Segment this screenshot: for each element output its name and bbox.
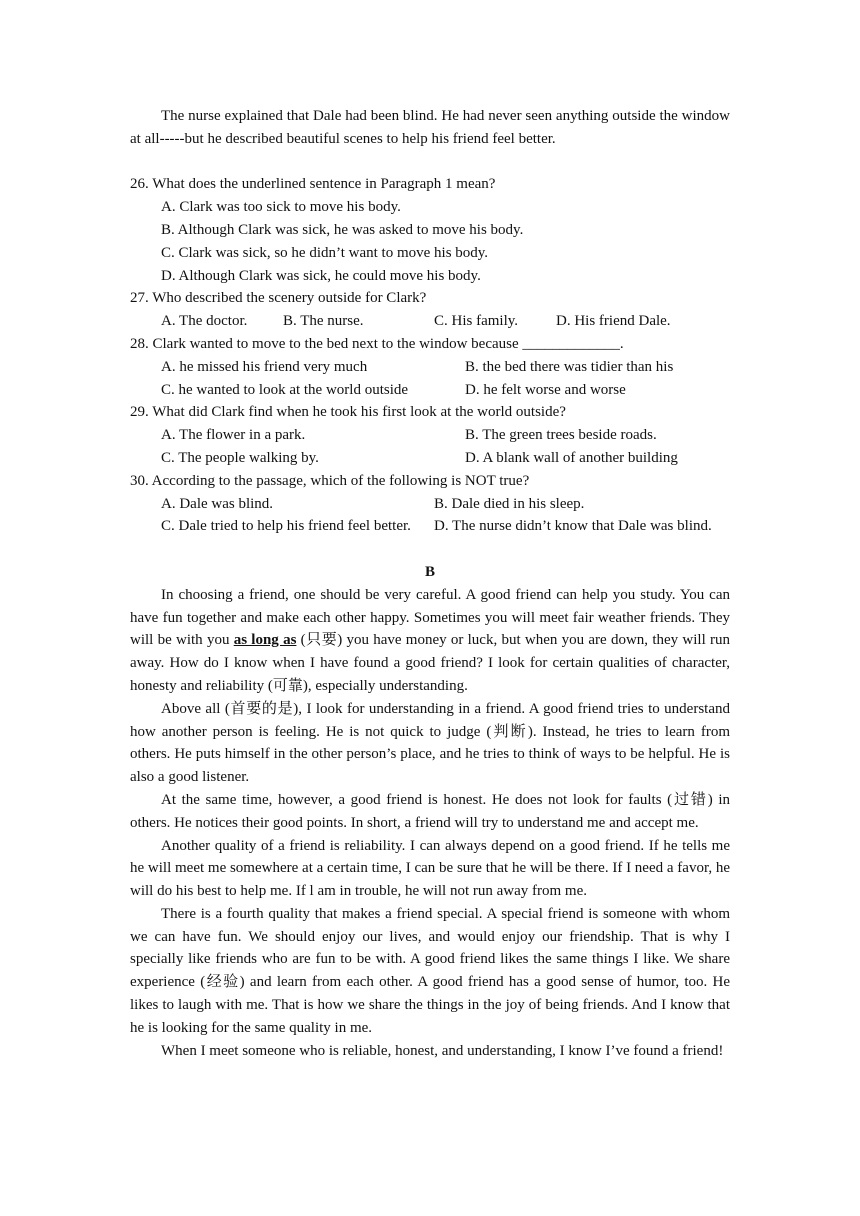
option: C. His family. — [434, 313, 519, 330]
intro-paragraph: The nurse explained that Dale had been blind. He had never seen anything outside the window at all-----but he described beautiful scenes to help his friend feel better. — [130, 108, 730, 147]
passage-paragraph: There is a fourth quality that makes a friend special. A special friend is someone with whom we can have fun. We should enjoy our lives, and would enjoy our friendship. That is why I specially like friends who are fun to be with. A good friend likes the same things I like. We share experience (经验) and learn from each other. A good friend has a good sense of humor, too. He likes to laugh with me. That is how we share the things in the joy of being friends. And I know that he is looking for the same quality in me. — [130, 905, 730, 1036]
option: B. The nurse. — [283, 313, 364, 330]
option: C. Clark was sick, so he didn’t want to move his body. — [161, 244, 489, 261]
option: D. A blank wall of another building — [465, 449, 678, 466]
question-26 — [130, 173, 730, 287]
option: A. Dale was blind. — [161, 495, 274, 512]
option: A. he missed his friend very much — [161, 358, 368, 375]
question-29 — [130, 401, 730, 469]
option: D. he felt worse and worse — [465, 381, 626, 398]
passage-paragraph: When I meet someone who is reliable, honest, and understanding, I know I’ve found a friend! — [161, 1042, 724, 1059]
passage-paragraph: Above all (首要的是), I look for understanding in a friend. A good friend tries to understand how another person is feeling. He is not quick to judge (判断). Instead, he tries to learn from others. He puts himself in the other person’s place, and he tries to think of ways to be helpful. He is also a good listener. — [130, 700, 730, 786]
question-30 — [130, 470, 730, 538]
option: C. Dale tried to help his friend feel better. — [161, 518, 411, 535]
option: D. Although Clark was sick, he could move his body. — [161, 267, 481, 284]
paragraph-text: (只要) you have money or luck, but when you are down, they will run away. How do I know when I have found a good friend? I look for certain qualities of character, honesty and reliability (可靠), especially understanding. — [130, 632, 730, 694]
option: B. the bed there was tidier than his — [465, 358, 674, 375]
question-stem: 28. Clark wanted to move to the bed next to the window because _____________. — [130, 335, 624, 352]
passage-paragraph: At the same time, however, a good friend is honest. He does not look for faults (过错) in others. He notices their good points. In short, a friend will try to understand me and accept me. — [130, 791, 730, 831]
option: A. The flower in a park. — [161, 427, 306, 444]
passage-paragraph: Another quality of a friend is reliability. I can always depend on a good friend. If he tells me he will meet me somewhere at a certain time, I can be sure that he will be there. If I need a favor, he will do his best to help me. If l am in trouble, he will not run away from me. — [130, 837, 730, 900]
underlined-phrase: as long as — [233, 632, 297, 649]
option: B. Although Clark was sick, he was asked to move his body. — [161, 221, 524, 238]
question-28 — [130, 333, 730, 401]
question-stem: 30. According to the passage, which of the following is NOT true? — [130, 472, 530, 489]
passage-paragraph — [130, 584, 730, 698]
option: C. he wanted to look at the world outside — [161, 381, 409, 398]
document-page — [130, 105, 730, 1062]
option: B. The green trees beside roads. — [465, 427, 657, 444]
option: A. The doctor. — [161, 313, 248, 330]
paragraph-text: In choosing a friend, one should be very careful. A good friend can help you study. You can have fun together and make each other happy. Sometimes you will meet fair weather friends. They will be with you — [130, 586, 730, 649]
section-title: B — [424, 563, 435, 580]
option: B. Dale died in his sleep. — [434, 495, 585, 512]
question-stem: 26. What does the underlined sentence in Paragraph 1 mean? — [130, 176, 496, 193]
question-27 — [130, 287, 730, 333]
option: A. Clark was too sick to move his body. — [161, 199, 401, 216]
question-stem: 29. What did Clark find when he took his first look at the world outside? — [130, 404, 566, 421]
question-stem: 27. Who described the scenery outside for Clark? — [130, 290, 427, 307]
option: D. The nurse didn’t know that Dale was blind. — [434, 518, 712, 535]
option: D. His friend Dale. — [556, 313, 671, 330]
option: C. The people walking by. — [161, 449, 319, 466]
